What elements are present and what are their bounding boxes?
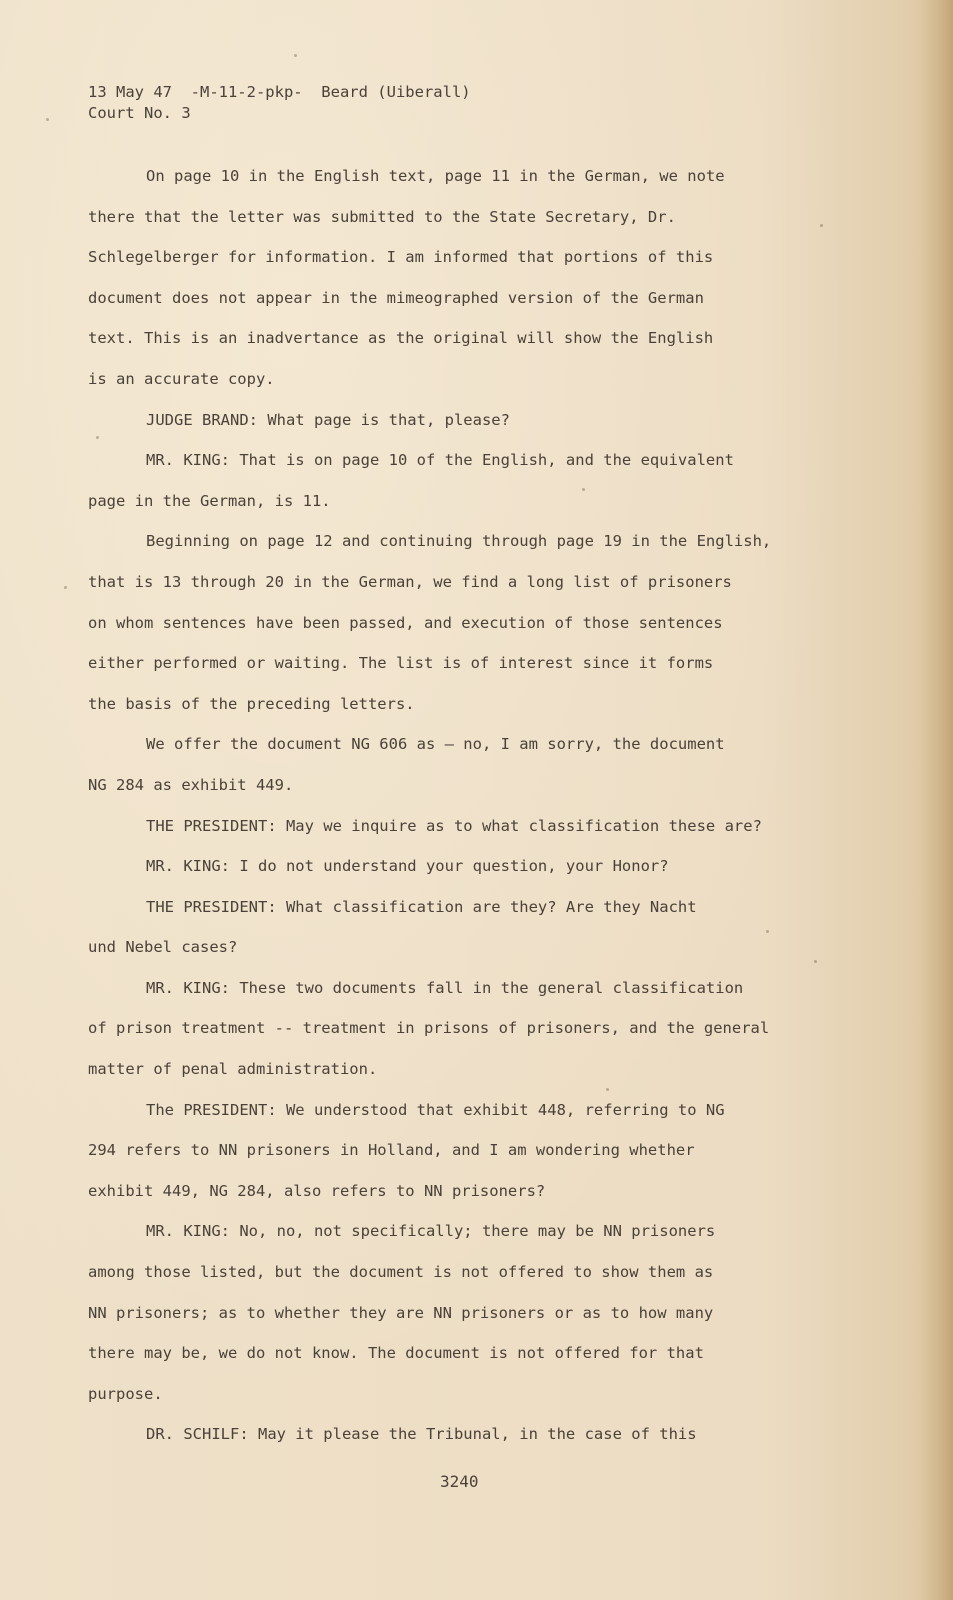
transcript-body: [88, 156, 843, 1455]
header-line-court: Court No. 3: [88, 104, 191, 122]
paper-speck: [814, 960, 817, 963]
paragraph-offer-exhibit: We offer the document NG 606 as — no, I am sorry, the document NG 284 as exhibit 449.: [88, 735, 725, 794]
paper-speck: [820, 224, 823, 227]
paragraph-schilf-start: DR. SCHILF: May it please the Tribunal, in the case of this: [146, 1425, 697, 1444]
paragraph-president-nn-prisoners: The PRESIDENT: We understood that exhibit 448, referring to NG 294 refers to NN prisoners in Holland, and I am wondering whether exhibit 449, NG 284, also refers to NN prisoners?: [88, 1100, 725, 1200]
paper-speck: [294, 54, 297, 57]
paragraph-prisoner-list: Beginning on page 12 and continuing through page 19 in the English, that is 13 through 20 in the German, we find a long list of prisoners on whom sentences have been passed, and execution of those sentences either performed or waiting. The list is of interest since it forms the basis of the preceding letters.: [88, 532, 772, 713]
page-number: 3240: [440, 1472, 479, 1491]
paragraph-exhibit-letter-note: On page 10 in the English text, page 11 in the German, we note there that the letter was submitted to the State Secretary, Dr. Schlegelberger for information. I am informed that portions of this document does not appear in the mimeographed version of the German text. This is an inadvertance as the original will show the English is an accurate copy.: [88, 167, 725, 388]
paragraph-king-clarification: MR. KING: I do not understand your question, your Honor?: [146, 857, 669, 876]
paper-speck: [46, 118, 49, 121]
paragraph-king-not-specifically: MR. KING: No, no, not specifically; there may be NN prisoners among those listed, but the document is not offered to show them as NN prisoners; as to whether they are NN prisoners or as to how many there may be, we do not know. The document is not offered for that purpose.: [88, 1222, 716, 1403]
paragraph-president-nacht-nebel: THE PRESIDENT: What classification are they? Are they Nacht und Nebel cases?: [88, 897, 697, 957]
paper-speck: [766, 930, 769, 933]
paragraph-king-page-answer: MR. KING: That is on page 10 of the English, and the equivalent page in the German, is 11.: [88, 451, 734, 510]
paper-edge-shadow: [919, 0, 953, 1600]
paper-speck: [582, 488, 585, 491]
paragraph-king-prison-treatment: MR. KING: These two documents fall in the general classification of prison treatment -- treatment in prisons of prisoners, and the general matter of penal administration.: [88, 978, 770, 1079]
header-line-date-reference: 13 May 47 -M-11-2-pkp- Beard (Uiberall): [88, 83, 471, 101]
paragraph-president-classification: THE PRESIDENT: May we inquire as to what classification these are?: [146, 816, 762, 835]
paper-speck: [606, 1088, 609, 1091]
page-header: [88, 82, 471, 124]
paper-speck: [64, 586, 67, 589]
paragraph-judge-brand-question: JUDGE BRAND: What page is that, please?: [146, 410, 510, 429]
paper-speck: [96, 436, 99, 439]
